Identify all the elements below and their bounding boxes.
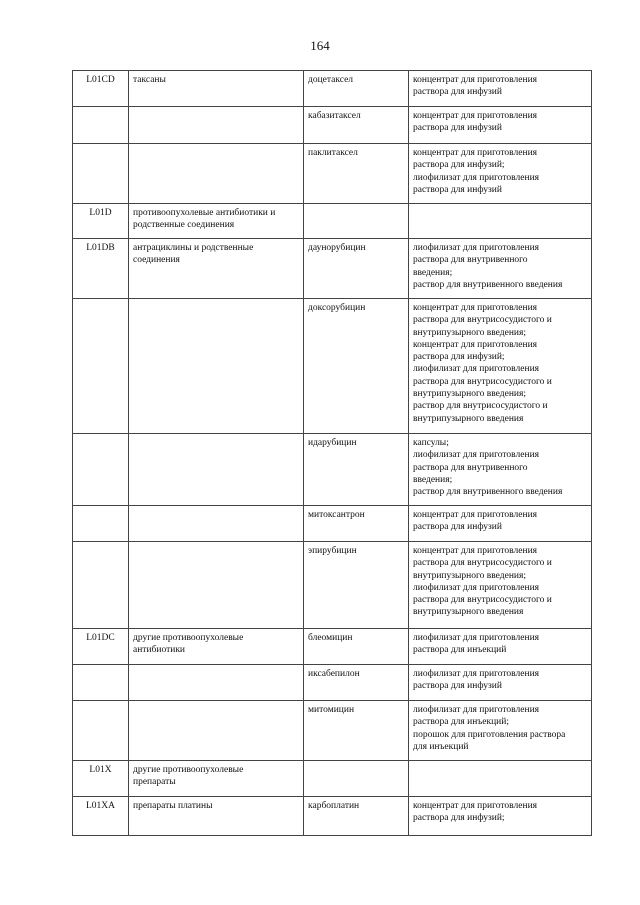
atc-code-cell xyxy=(73,542,129,629)
dosage-form-cell: концентрат для приготовления раствора для инфузий; лиофилизат для приготовления раствора для инфузий xyxy=(409,144,592,204)
table-row xyxy=(73,701,592,761)
group-name-cell xyxy=(129,701,304,761)
dosage-form-cell: концентрат для приготовления раствора для инфузий; xyxy=(409,797,592,836)
table-row xyxy=(73,797,592,836)
atc-code-cell xyxy=(73,665,129,701)
group-name-cell xyxy=(129,506,304,542)
table-row xyxy=(73,665,592,701)
group-name-cell: таксаны xyxy=(129,71,304,107)
group-name-cell: антрациклины и родственные соединения xyxy=(129,239,304,299)
atc-code-cell: L01CD xyxy=(73,71,129,107)
drug-name-cell: карбоплатин xyxy=(304,797,409,836)
group-name-cell xyxy=(129,144,304,204)
atc-code-cell xyxy=(73,107,129,144)
drug-name-cell: блеомицин xyxy=(304,629,409,665)
drug-name-cell xyxy=(304,204,409,239)
page-number: 164 xyxy=(310,38,330,53)
drug-table xyxy=(72,70,592,836)
atc-code-cell: L01D xyxy=(73,204,129,239)
dosage-form-cell: лиофилизат для приготовления раствора для инфузий xyxy=(409,665,592,701)
group-name-cell xyxy=(129,434,304,506)
drug-name-cell: митомицин xyxy=(304,701,409,761)
drug-name-cell: паклитаксел xyxy=(304,144,409,204)
group-name-cell xyxy=(129,107,304,144)
dosage-form-cell: концентрат для приготовления раствора для внутрисосудистого и внутрипузырного введения; концентрат для приготовления раствора для инфузий; лиофилизат для приготовления раствора для внутрисосудистого и внутрипузырного введения; раствор для внутрисосудистого и внутрипузырного введения xyxy=(409,299,592,434)
table-row xyxy=(73,506,592,542)
table-row xyxy=(73,299,592,434)
dosage-form-cell: концентрат для приготовления раствора для внутрисосудистого и внутрипузырного введения; лиофилизат для приготовления раствора для внутрисосудистого и внутрипузырного введения xyxy=(409,542,592,629)
table-row xyxy=(73,144,592,204)
atc-code-cell: L01X xyxy=(73,761,129,797)
atc-code-cell: L01XA xyxy=(73,797,129,836)
dosage-form-cell: концентрат для приготовления раствора для инфузий xyxy=(409,71,592,107)
group-name-cell: противоопухолевые антибиотики и родственные соединения xyxy=(129,204,304,239)
group-name-cell: другие противоопухолевые препараты xyxy=(129,761,304,797)
dosage-form-cell: лиофилизат для приготовления раствора для внутривенного введения; раствор для внутривенного введения xyxy=(409,239,592,299)
table-row xyxy=(73,434,592,506)
drug-name-cell: доцетаксел xyxy=(304,71,409,107)
atc-code-cell xyxy=(73,506,129,542)
dosage-form-cell xyxy=(409,761,592,797)
table-body xyxy=(73,71,592,836)
atc-code-cell xyxy=(73,701,129,761)
table-row xyxy=(73,71,592,107)
dosage-form-cell: капсулы; лиофилизат для приготовления раствора для внутривенного введения; раствор для внутривенного введения xyxy=(409,434,592,506)
dosage-form-cell: концентрат для приготовления раствора для инфузий xyxy=(409,107,592,144)
atc-code-cell: L01DB xyxy=(73,239,129,299)
table-row xyxy=(73,761,592,797)
dosage-form-cell: лиофилизат для приготовления раствора для инъекций xyxy=(409,629,592,665)
drug-name-cell xyxy=(304,761,409,797)
drug-name-cell: доксорубицин xyxy=(304,299,409,434)
atc-code-cell xyxy=(73,299,129,434)
drug-name-cell: эпирубицин xyxy=(304,542,409,629)
group-name-cell: другие противоопухолевые антибиотики xyxy=(129,629,304,665)
table-row xyxy=(73,542,592,629)
dosage-form-cell: лиофилизат для приготовления раствора для инъекций; порошок для приготовления раствора для инъекций xyxy=(409,701,592,761)
dosage-form-cell xyxy=(409,204,592,239)
table-row xyxy=(73,629,592,665)
table-row xyxy=(73,107,592,144)
drug-name-cell: митоксантрон xyxy=(304,506,409,542)
table-row xyxy=(73,204,592,239)
drug-name-cell: даунорубицин xyxy=(304,239,409,299)
group-name-cell xyxy=(129,299,304,434)
group-name-cell: препараты платины xyxy=(129,797,304,836)
group-name-cell xyxy=(129,542,304,629)
dosage-form-cell: концентрат для приготовления раствора для инфузий xyxy=(409,506,592,542)
drug-name-cell: кабазитаксел xyxy=(304,107,409,144)
drug-name-cell: идарубицин xyxy=(304,434,409,506)
atc-code-cell: L01DC xyxy=(73,629,129,665)
group-name-cell xyxy=(129,665,304,701)
atc-code-cell xyxy=(73,144,129,204)
table-row xyxy=(73,239,592,299)
atc-code-cell xyxy=(73,434,129,506)
drug-name-cell: иксабепилон xyxy=(304,665,409,701)
